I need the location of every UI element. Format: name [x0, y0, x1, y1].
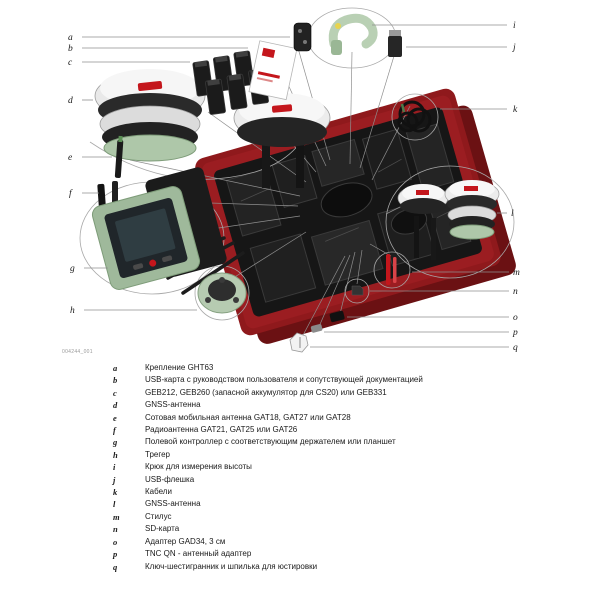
legend-letter: e	[113, 412, 117, 423]
legend-letter: p	[113, 549, 118, 560]
legend-row-j	[113, 474, 533, 486]
legend-item-text: Крепление GHT63	[145, 363, 214, 372]
legend-letter: m	[113, 511, 120, 522]
callout-h: h	[70, 306, 75, 316]
callout-g: g	[70, 264, 75, 274]
legend-letter: l	[113, 499, 116, 510]
callout-c: c	[68, 58, 73, 68]
legend-row-e	[113, 412, 533, 424]
leica-logo	[464, 186, 478, 191]
legend-item-text: Адаптер GAD34, 3 см	[145, 536, 226, 546]
callout-m: m	[513, 268, 520, 278]
legend-row-a	[113, 362, 533, 374]
legend-letter: j	[113, 474, 116, 485]
legend-item-text: TNC QN - антенный адаптер	[145, 549, 252, 559]
legend-row-g	[113, 436, 533, 448]
legend-item-text: GNSS-антенна	[145, 400, 201, 410]
usb-doc-card	[249, 41, 297, 100]
legend-letter: g	[113, 437, 118, 448]
legend-item-text: SD-карта	[145, 524, 180, 534]
legend-item-text: Полевой контроллер с соответствующим держателем или планшет	[145, 437, 396, 447]
legend-item-text: Радиоантенна GAT21, GAT25 или GAT26	[145, 425, 298, 435]
gnss-antenna-stack	[95, 69, 205, 161]
legend-letter: f	[113, 425, 116, 436]
legend-row-b	[113, 374, 533, 386]
sd-card	[352, 286, 363, 295]
legend-row-p	[113, 548, 533, 560]
legend-letter: c	[113, 387, 117, 398]
legend-item-text: USB-флешка	[145, 474, 195, 484]
callout-d: d	[68, 96, 73, 106]
legend	[113, 362, 533, 573]
legend-letter: i	[113, 462, 116, 473]
callout-a: a	[68, 33, 73, 43]
leica-logo	[416, 190, 429, 195]
callout-o: o	[513, 313, 518, 323]
callout-i: i	[513, 21, 516, 31]
legend-letter: a	[113, 363, 118, 373]
legend-row-f	[113, 424, 533, 436]
ght63-holder	[294, 23, 311, 51]
callout-p: p	[513, 328, 518, 338]
height-hook	[331, 18, 373, 55]
legend-letter: d	[113, 400, 118, 411]
legend-row-h	[113, 449, 533, 461]
legend-item-text: USB-карта с руководством пользователя и сопутствующей документацией	[145, 375, 423, 385]
legend-item-text: Кабели	[145, 487, 172, 497]
legend-item-text: GEB212, GEB260 (запасной аккумулятор для CS20) или GEB331	[145, 387, 387, 397]
legend-row-o	[113, 536, 533, 548]
usb-flash-drive	[388, 30, 402, 57]
legend-letter: h	[113, 449, 118, 460]
callout-j: j	[513, 43, 516, 53]
callout-q: q	[513, 343, 518, 353]
legend-item-text: Стилус	[145, 511, 172, 521]
legend-letter: q	[113, 561, 118, 572]
legend-row-i	[113, 461, 533, 473]
callout-n: n	[513, 287, 518, 297]
legend-row-n	[113, 523, 533, 535]
figure-id: 004244_001	[62, 349, 93, 355]
legend-item-text: Трегер	[145, 449, 170, 459]
legend-row-c	[113, 387, 533, 399]
callout-l: l	[511, 209, 514, 219]
legend-letter: n	[113, 524, 118, 535]
legend-item-text: GNSS-антенна	[145, 499, 201, 509]
legend-letter: k	[113, 487, 118, 498]
legend-letter: b	[113, 375, 118, 386]
legend-row-k	[113, 486, 533, 498]
legend-row-d	[113, 399, 533, 411]
legend-row-m	[113, 511, 533, 523]
legend-row-q	[113, 561, 533, 573]
callout-e: e	[68, 153, 73, 163]
callout-k: k	[513, 105, 518, 115]
callout-f: f	[69, 189, 72, 199]
legend-item-text: Ключ-шестигранник и шпилька для юстировки	[145, 561, 318, 571]
legend-item-text: Сотовая мобильная антенна GAT18, GAT27 или GAT28	[145, 412, 351, 422]
tribrach	[198, 273, 246, 313]
callout-b: b	[68, 44, 73, 54]
legend-item-text: Крюк для измерения высоты	[145, 462, 252, 472]
legend-letter: o	[113, 536, 118, 547]
legend-row-l	[113, 498, 533, 510]
